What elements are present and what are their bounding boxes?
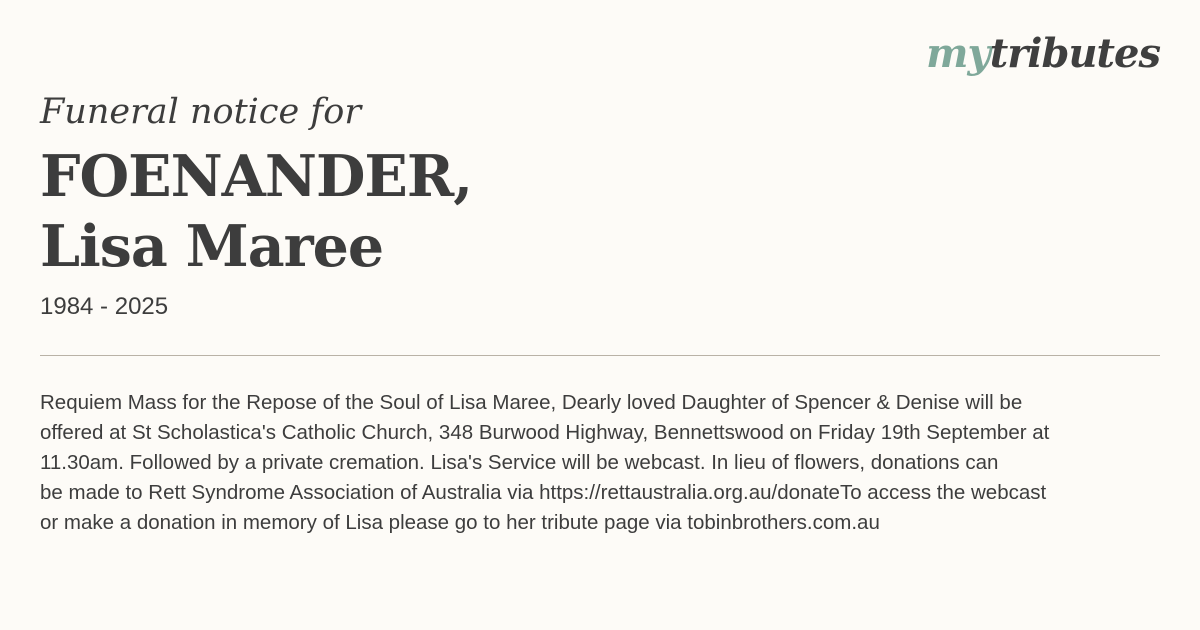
section-divider (40, 355, 1160, 356)
mytributes-logo (926, 30, 1160, 77)
logo-suffix: tributes (989, 30, 1160, 77)
deceased-given-names: Lisa Maree (40, 213, 384, 280)
life-years: 1984 - 2025 (40, 293, 169, 320)
deceased-surname: FOENANDER, (40, 143, 473, 210)
logo-prefix: my (926, 30, 990, 77)
deceased-name (40, 142, 472, 282)
notice-intro: Funeral notice for (40, 92, 362, 132)
notice-message: Requiem Mass for the Repose of the Soul of Lisa Maree, Dearly loved Daughter of Spencer & Denise will be offered at St Scholastica's Catholic Church, 348 Burwood Highway, Bennettswood on Friday 19th September at 11.30am. Followed by a private cremation. Lisa's Service will be webcast. In lieu of flowers, donations can be made to Rett Syndrome Association of Australia via https://rettaustralia.org.au/donateTo access the webcast or make a donation in memory of Lisa please go to her tribute page via tobinbrothers.com.au (40, 391, 1050, 534)
